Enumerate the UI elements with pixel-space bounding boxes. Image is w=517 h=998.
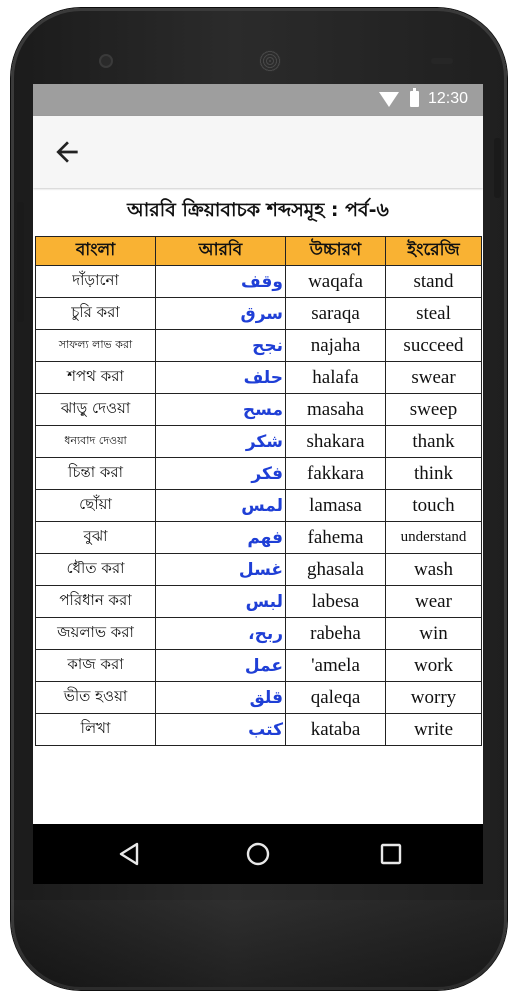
page-title: আরবি ক্রিয়াবাচক শব্দসমূহ : পর্ব-৬	[127, 199, 389, 221]
nav-home-icon	[244, 840, 272, 868]
cell-pronunciation: ghasala	[286, 554, 386, 586]
cell-pronunciation: fakkara	[286, 458, 386, 490]
cell-arabic: غسل	[156, 554, 286, 586]
cell-arabic: نجح	[156, 330, 286, 362]
back-button[interactable]	[51, 136, 83, 168]
header-pronunciation: উচ্চারণ	[286, 237, 386, 266]
cell-bangla: পরিধান করা	[36, 586, 156, 618]
cell-bangla: কাজ করা	[36, 650, 156, 682]
cell-arabic: سرق	[156, 298, 286, 330]
cell-english: wash	[386, 554, 482, 586]
cell-bangla: সাফল্য লাভ করা	[36, 330, 156, 362]
cell-english: wear	[386, 586, 482, 618]
cell-pronunciation: shakara	[286, 426, 386, 458]
cell-pronunciation: 'amela	[286, 650, 386, 682]
cell-arabic: وقف	[156, 266, 286, 298]
header-bangla: বাংলা	[36, 237, 156, 266]
table-row	[36, 362, 482, 394]
cell-english: touch	[386, 490, 482, 522]
cell-arabic: فكر	[156, 458, 286, 490]
table-row	[36, 650, 482, 682]
status-bar	[33, 84, 483, 116]
cell-english: steal	[386, 298, 482, 330]
nav-recents-button[interactable]	[377, 840, 405, 868]
proximity-sensor	[431, 58, 453, 64]
phone-chin	[11, 900, 507, 990]
table-row	[36, 458, 482, 490]
table-row	[36, 682, 482, 714]
cell-english: win	[386, 618, 482, 650]
cell-arabic: فهم	[156, 522, 286, 554]
table-row	[36, 426, 482, 458]
cell-bangla: ছোঁয়া	[36, 490, 156, 522]
cell-pronunciation: kataba	[286, 714, 386, 746]
table-row	[36, 618, 482, 650]
cell-bangla: দাঁড়ানো	[36, 266, 156, 298]
cell-bangla: ধৌত করা	[36, 554, 156, 586]
cell-bangla: লিখা	[36, 714, 156, 746]
cell-pronunciation: halafa	[286, 362, 386, 394]
cell-arabic: ربح،	[156, 618, 286, 650]
header-arabic: আরবি	[156, 237, 286, 266]
cell-bangla: ঝাড়ু দেওয়া	[36, 394, 156, 426]
cell-english: thank	[386, 426, 482, 458]
cell-arabic: شكر	[156, 426, 286, 458]
table-row	[36, 714, 482, 746]
table-row	[36, 490, 482, 522]
cell-arabic: عمل	[156, 650, 286, 682]
volume-button	[17, 202, 24, 322]
table-row	[36, 298, 482, 330]
table-row	[36, 394, 482, 426]
cell-bangla: ভীত হওয়া	[36, 682, 156, 714]
cell-english: think	[386, 458, 482, 490]
cell-bangla: শপথ করা	[36, 362, 156, 394]
cell-arabic: حلف	[156, 362, 286, 394]
battery-icon	[410, 91, 419, 107]
cell-english: stand	[386, 266, 482, 298]
cell-english: succeed	[386, 330, 482, 362]
cell-pronunciation: waqafa	[286, 266, 386, 298]
nav-recents-icon	[377, 840, 405, 868]
table-row	[36, 266, 482, 298]
cell-pronunciation: labesa	[286, 586, 386, 618]
cell-pronunciation: masaha	[286, 394, 386, 426]
cell-english: worry	[386, 682, 482, 714]
cell-pronunciation: saraqa	[286, 298, 386, 330]
nav-back-icon	[115, 840, 143, 868]
cell-pronunciation: lamasa	[286, 490, 386, 522]
cell-bangla: ধন্যবাদ দেওয়া	[36, 426, 156, 458]
table-row	[36, 586, 482, 618]
cell-arabic: لبس	[156, 586, 286, 618]
header-english: ইংরেজি	[386, 237, 482, 266]
vocabulary-table	[35, 236, 482, 746]
cell-english: write	[386, 714, 482, 746]
table-row	[36, 330, 482, 362]
cell-english: understand	[386, 522, 482, 554]
table-row	[36, 554, 482, 586]
status-time: 12:30	[428, 90, 469, 107]
cell-bangla: চুরি করা	[36, 298, 156, 330]
cell-english: sweep	[386, 394, 482, 426]
arrow-back-icon	[51, 136, 83, 168]
wifi-icon	[379, 92, 399, 107]
cell-bangla: চিন্তা করা	[36, 458, 156, 490]
table-row	[36, 522, 482, 554]
cell-bangla: জয়লাভ করা	[36, 618, 156, 650]
navigation-bar	[33, 824, 483, 884]
earpiece-speaker	[259, 50, 281, 72]
cell-bangla: বুঝা	[36, 522, 156, 554]
cell-arabic: مسح	[156, 394, 286, 426]
power-button	[494, 138, 501, 198]
cell-english: work	[386, 650, 482, 682]
cell-pronunciation: fahema	[286, 522, 386, 554]
cell-pronunciation: rabeha	[286, 618, 386, 650]
app-bar	[33, 116, 483, 188]
cell-pronunciation: qaleqa	[286, 682, 386, 714]
cell-arabic: كتب	[156, 714, 286, 746]
screen	[33, 84, 483, 884]
nav-home-button[interactable]	[244, 840, 272, 868]
nav-back-button[interactable]	[115, 840, 143, 868]
cell-english: swear	[386, 362, 482, 394]
cell-arabic: لمس	[156, 490, 286, 522]
cell-pronunciation: najaha	[286, 330, 386, 362]
cell-arabic: قلق	[156, 682, 286, 714]
table-header-row	[36, 237, 482, 266]
front-camera	[101, 56, 111, 66]
